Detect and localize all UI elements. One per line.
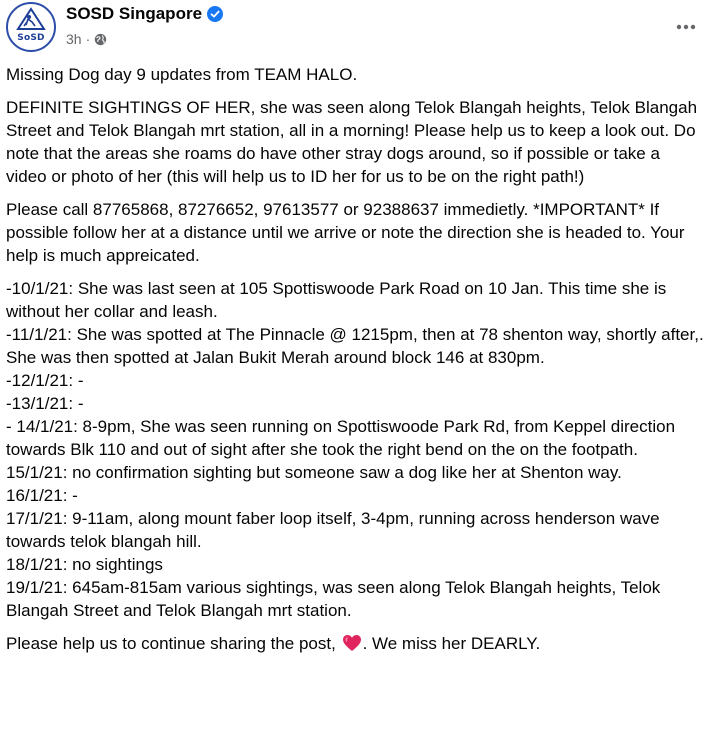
more-options-icon bbox=[676, 24, 696, 30]
closing-text-start: Please help us to continue sharing the post, bbox=[6, 634, 341, 653]
more-options-button[interactable] bbox=[671, 12, 701, 42]
update-line: 19/1/21: 645am-815am various sightings, was seen along Telok Blangah heights, Telok Blangah Street and Telok Blangah mrt station. bbox=[6, 578, 661, 620]
update-line: 15/1/21: no confirmation sighting but someone saw a dog like her at Shenton way. bbox=[6, 463, 622, 482]
post-timestamp[interactable]: 3h bbox=[66, 31, 82, 47]
post-closing bbox=[6, 632, 704, 655]
update-line: 18/1/21: no sightings bbox=[6, 555, 163, 574]
page-name[interactable]: SOSD Singapore bbox=[66, 4, 203, 23]
post-body bbox=[6, 63, 704, 665]
update-line: She was then spotted at Jalan Bukit Merah around block 146 at 830pm. bbox=[6, 348, 545, 367]
post-header bbox=[6, 0, 703, 58]
post-paragraph-sightings: DEFINITE SIGHTINGS OF HER, she was seen along Telok Blangah heights, Telok Blangah Street and Telok Blangah mrt station, all in a morning! Please help us to keep a look out. Do note that the areas she roams do have other stray dogs around, so if possible or take a video or photo of her (this will help us to ID her for us to be on the right path!) bbox=[6, 98, 698, 186]
update-line: - 14/1/21: 8-9pm, She was seen running on Spottiswoode Park Rd, from Keppel direction towards Blk 110 and out of sight after she took the right bend on the on the footpath. bbox=[6, 417, 676, 459]
page-avatar[interactable] bbox=[6, 2, 56, 52]
meta-separator: · bbox=[85, 31, 91, 47]
updates-list bbox=[6, 277, 704, 622]
closing-text-end: . We miss her DEARLY. bbox=[362, 634, 541, 653]
update-line: -12/1/21: - bbox=[6, 371, 84, 390]
update-line: -10/1/21: She was last seen at 105 Spottiswoode Park Road on 10 Jan. This time she is without her collar and leash. bbox=[6, 279, 667, 321]
heart-emoji-icon bbox=[342, 634, 362, 652]
update-line: 16/1/21: - bbox=[6, 486, 78, 505]
post-intro: Missing Dog day 9 updates from TEAM HALO. bbox=[6, 65, 358, 84]
update-line: -13/1/21: - bbox=[6, 394, 84, 413]
post-paragraph-contact: Please call 87765868, 87276652, 97613577 or 92388637 immedietly. *IMPORTANT* If possible follow her at a distance until we arrive or note the direction she is headed to. Your help is much appreicated. bbox=[6, 200, 685, 265]
verified-badge-icon bbox=[207, 6, 223, 22]
update-line: -11/1/21: She was spotted at The Pinnacle @ 1215pm, then at 78 shenton way, shortly after,. bbox=[6, 325, 704, 344]
avatar-logo-icon bbox=[8, 4, 54, 50]
post-meta bbox=[66, 31, 107, 47]
page-name-link[interactable] bbox=[66, 4, 223, 24]
update-line: 17/1/21: 9-11am, along mount faber loop itself, 3-4pm, running across henderson wave towards telok blangah hill. bbox=[6, 509, 660, 551]
globe-icon[interactable] bbox=[94, 33, 107, 46]
avatar-text: SoSD bbox=[17, 33, 45, 43]
